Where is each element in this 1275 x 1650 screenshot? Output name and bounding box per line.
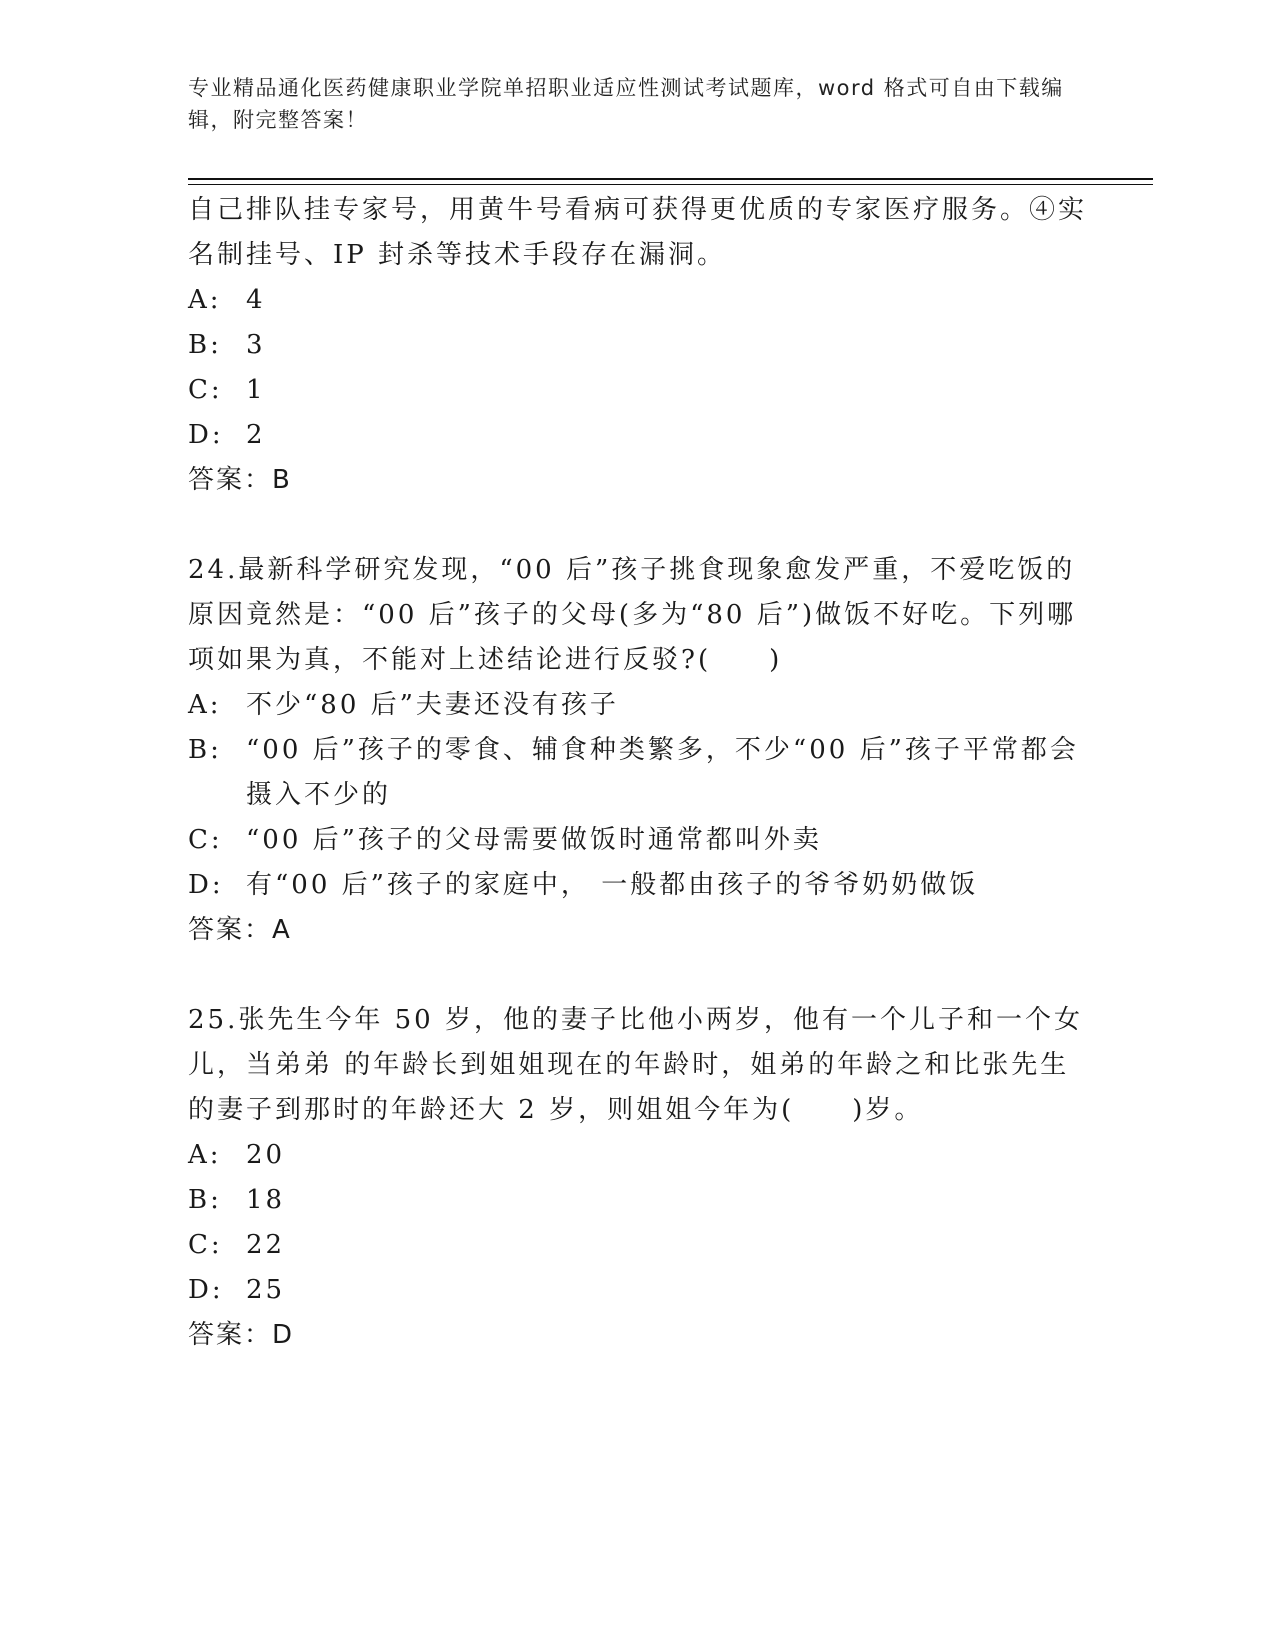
option-letter: D: [188, 420, 224, 450]
header-rule-thick [188, 178, 1153, 180]
question-24 [188, 548, 1088, 953]
option-text: 1 [246, 375, 266, 405]
option-letter: D: [188, 1275, 224, 1305]
option-c [188, 1223, 1088, 1268]
option-text: 20 [246, 1140, 286, 1170]
option-d [188, 1268, 1088, 1313]
answer-label: 答案： [188, 465, 273, 495]
option-text: 不少“80 后”夫妻还没有孩子 [246, 690, 619, 720]
option-text: “00 后”孩子的零食、辅食种类繁多，不少“00 后”孩子平常都会摄入不少的 [246, 735, 1079, 810]
question-stem: 25.张先生今年 50 岁，他的妻子比他小两岁，他有一个儿子和一个女儿，当弟弟 的年龄长到姐姐现在的年龄时，姐弟的年龄之和比张先生的妻子到那时的年龄还大 2 岁，则姐姐今年为( )岁。 [188, 1005, 1083, 1125]
answer-value: D [272, 1320, 295, 1350]
answer-label: 答案： [188, 915, 273, 945]
option-text: 25 [246, 1275, 286, 1305]
option-letter: A: [188, 1140, 222, 1170]
option-b [188, 728, 1088, 818]
option-text: 有“00 后”孩子的家庭中， 一般都由孩子的爷爷奶奶做饭 [246, 870, 979, 900]
answer-line [188, 908, 1088, 953]
option-text: 4 [246, 285, 266, 315]
answer-line [188, 1313, 1088, 1358]
option-letter: C: [188, 825, 223, 855]
answer-line [188, 458, 1088, 503]
option-letter: A: [188, 285, 222, 315]
option-letter: B: [188, 735, 222, 765]
option-b [188, 323, 1088, 368]
option-text: 18 [246, 1185, 286, 1215]
option-text: 3 [246, 330, 266, 360]
question-25 [188, 998, 1088, 1358]
page-header: 专业精品通化医药健康职业学院单招职业适应性测试考试题库，word 格式可自由下载编辑，附完整答案！ [188, 76, 1064, 132]
spacer [188, 953, 1088, 998]
option-letter: C: [188, 1230, 223, 1260]
option-a [188, 683, 1088, 728]
question-stem-continuation: 自己排队挂专家号，用黄牛号看病可获得更优质的专家医疗服务。④实名制挂号、IP 封杀等技术手段存在漏洞。 [188, 195, 1088, 270]
option-letter: A: [188, 690, 222, 720]
option-d [188, 863, 1088, 908]
option-d [188, 413, 1088, 458]
option-a [188, 1133, 1088, 1178]
option-letter: B: [188, 1185, 222, 1215]
option-letter: D: [188, 870, 224, 900]
answer-value: B [272, 465, 292, 495]
question-stem: 24.最新科学研究发现，“00 后”孩子挑食现象愈发严重，不爱吃饭的原因竟然是：“00 后”孩子的父母(多为“80 后”)做饭不好吃。下列哪项如果为真，不能对上述结论进行反驳?( ) [188, 555, 1077, 675]
option-b [188, 1178, 1088, 1223]
header-rule-thin [188, 184, 1153, 185]
option-c [188, 818, 1088, 863]
answer-value: A [272, 915, 292, 945]
question-continuation [188, 188, 1088, 503]
document-content [188, 188, 1088, 1358]
option-text: “00 后”孩子的父母需要做饭时通常都叫外卖 [246, 825, 822, 855]
option-text: 2 [246, 420, 266, 450]
option-text: 22 [246, 1230, 286, 1260]
spacer [188, 503, 1088, 548]
option-letter: C: [188, 375, 223, 405]
option-a [188, 278, 1088, 323]
option-letter: B: [188, 330, 222, 360]
option-c [188, 368, 1088, 413]
answer-label: 答案： [188, 1320, 273, 1350]
